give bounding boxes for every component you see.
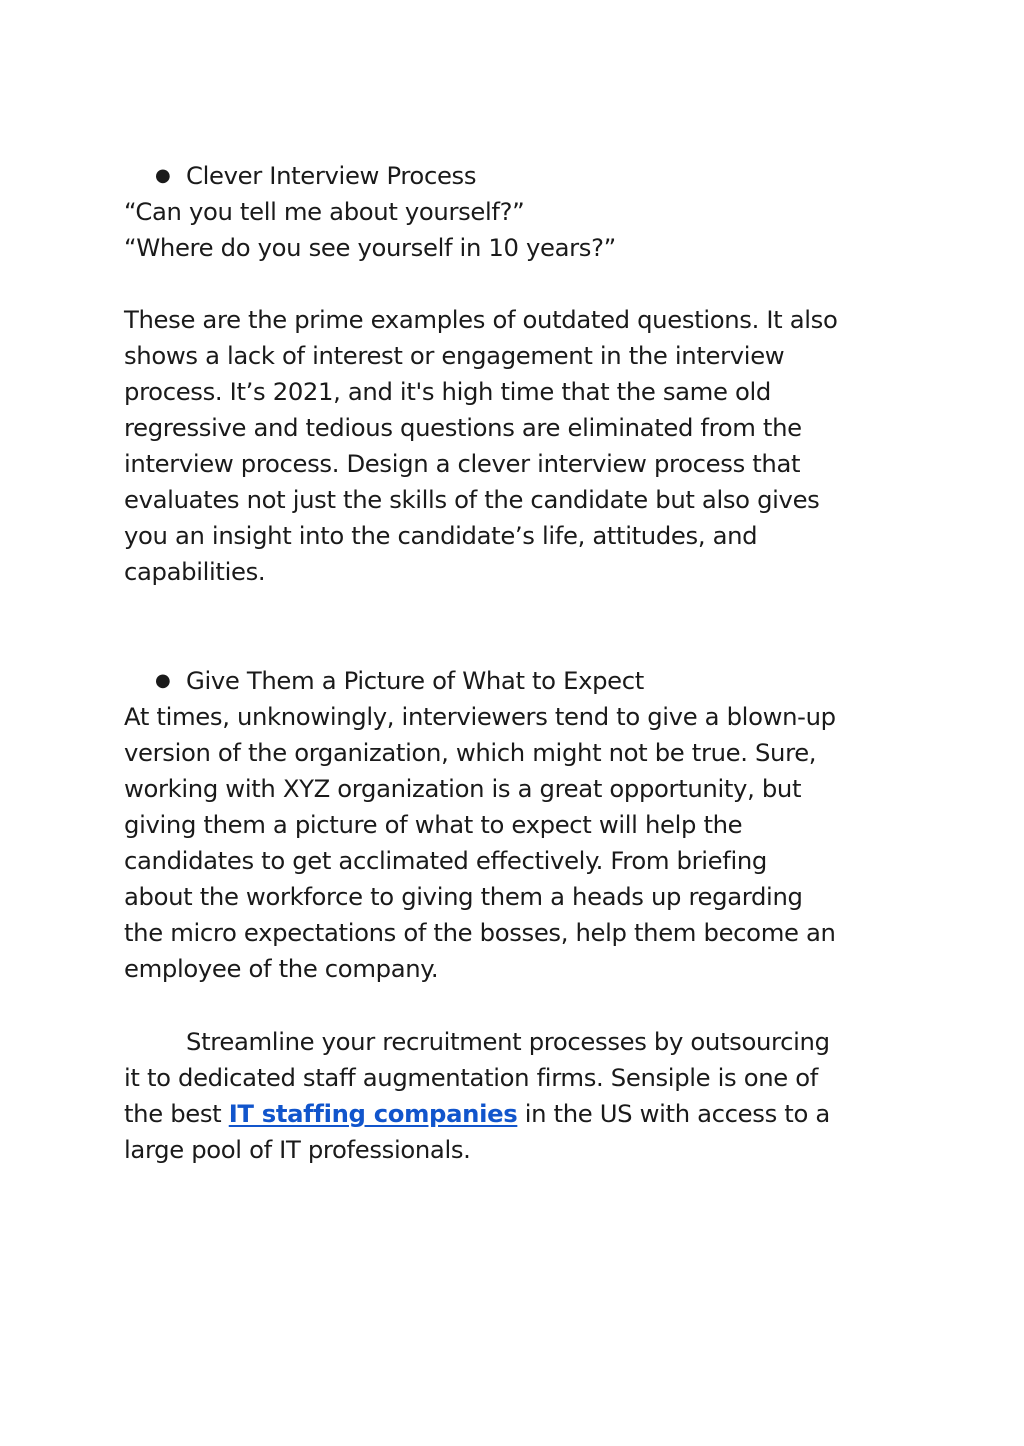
paragraph-line: giving them a picture of what to expect will help the bbox=[124, 810, 743, 839]
paragraph-line: interview process. Design a clever interview process that bbox=[124, 449, 801, 478]
paragraph-line: These are the prime examples of outdated questions. It also bbox=[124, 305, 838, 334]
paragraph-line: about the workforce to giving them a heads up regarding bbox=[124, 882, 803, 911]
paragraph-line: process. It’s 2021, and it's high time that the same old bbox=[124, 377, 771, 406]
paragraph-line: regressive and tedious questions are eliminated from the bbox=[124, 413, 802, 442]
paragraph-line: large pool of IT professionals. bbox=[124, 1135, 471, 1164]
bullet-icon: ● bbox=[155, 670, 171, 691]
paragraph-line: capabilities. bbox=[124, 557, 266, 586]
paragraph-line: evaluates not just the skills of the candidate but also gives bbox=[124, 485, 820, 514]
bullet-icon: ● bbox=[155, 165, 171, 186]
quote-line: “Can you tell me about yourself?” bbox=[124, 197, 525, 226]
quote-line: “Where do you see yourself in 10 years?” bbox=[124, 233, 616, 262]
paragraph-line: At times, unknowingly, interviewers tend to give a blown-up bbox=[124, 702, 836, 731]
paragraph-line: candidates to get acclimated effectively. From briefing bbox=[124, 846, 767, 875]
paragraph-line: Streamline your recruitment processes by outsourcing bbox=[186, 1027, 830, 1056]
paragraph-line-with-link bbox=[124, 1096, 830, 1132]
paragraph-line: you an insight into the candidate’s life, attitudes, and bbox=[124, 521, 758, 550]
it-staffing-companies-link[interactable]: IT staffing companies bbox=[228, 1099, 518, 1128]
paragraph-line: employee of the company. bbox=[124, 954, 439, 983]
link-prefix-text: the best bbox=[124, 1099, 229, 1128]
paragraph-line: version of the organization, which might not be true. Sure, bbox=[124, 738, 817, 767]
section-heading-what-to-expect: Give Them a Picture of What to Expect bbox=[186, 666, 644, 695]
paragraph-line: working with XYZ organization is a great opportunity, but bbox=[124, 774, 802, 803]
paragraph-line: it to dedicated staff augmentation firms. Sensiple is one of bbox=[124, 1063, 818, 1092]
section-heading-clever-interview: Clever Interview Process bbox=[186, 161, 477, 190]
paragraph-line: the micro expectations of the bosses, help them become an bbox=[124, 918, 836, 947]
paragraph-line: shows a lack of interest or engagement in the interview bbox=[124, 341, 785, 370]
link-suffix-text: in the US with access to a bbox=[517, 1099, 830, 1128]
